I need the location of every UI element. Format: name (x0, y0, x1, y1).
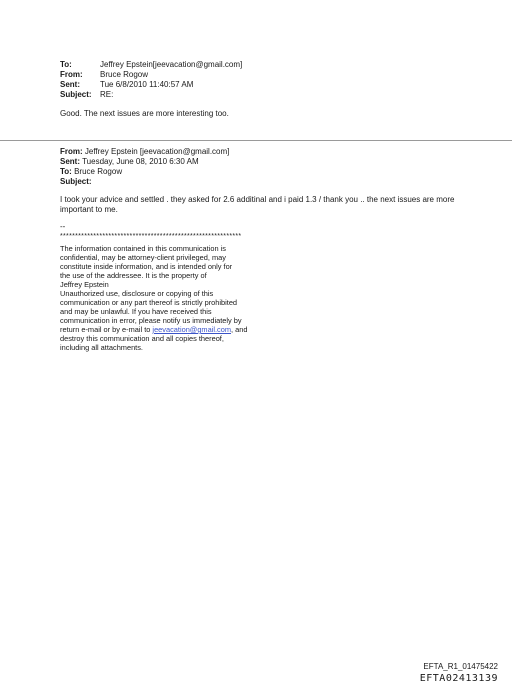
disclaimer-line: Jeffrey Epstein (60, 280, 109, 289)
sent-label: Sent: (60, 80, 80, 89)
signature-stars: ************************************************************ (60, 233, 242, 240)
quoted-from-row (60, 147, 229, 157)
disclaimer-line: communication or any part thereof is strictly prohibited (60, 298, 238, 307)
quoted-subject-row (60, 177, 229, 187)
sent-value: Tue 6/8/2010 11:40:57 AM (100, 80, 194, 89)
from-row (60, 70, 242, 80)
quoted-header (60, 147, 229, 187)
disclaimer-line: destroy this communication and all copies thereof, (60, 334, 224, 343)
subject-label: Subject: (60, 90, 92, 99)
from-label: From: (60, 70, 83, 79)
reply-body: Good. The next issues are more interesting too. (60, 109, 229, 118)
email-link[interactable]: jeevacation@gmail.com (152, 325, 231, 334)
quoted-to-label: To: (60, 167, 72, 176)
email-header (60, 60, 242, 100)
sent-row (60, 80, 242, 90)
quoted-to-row (60, 167, 229, 177)
disclaimer (60, 244, 247, 352)
from-value: Bruce Rogow (100, 70, 149, 79)
quoted-subject-label: Subject: (60, 177, 92, 186)
to-row (60, 60, 242, 70)
subject-value: RE: (100, 90, 114, 99)
link-prefix: return e-mail or by e-mail to (60, 325, 153, 334)
to-label: To: (60, 60, 72, 69)
disclaimer-line: The information contained in this communication is (60, 244, 226, 253)
bates-number-1: EFTA_R1_01475422 (423, 662, 498, 671)
subject-row (60, 90, 242, 100)
quoted-sent-value: Tuesday, June 08, 2010 6:30 AM (80, 157, 199, 166)
quoted-to-value: Bruce Rogow (71, 167, 123, 176)
disclaimer-line: confidential, may be attorney-client privileged, may (60, 253, 226, 262)
signature-block (60, 222, 247, 352)
disclaimer-line: and may be unlawful. If you have received this (60, 307, 212, 316)
bates-number-2: EFTA02413139 (419, 673, 498, 684)
quoted-from-value: Jeffrey Epstein [jeevacation@gmail.com] (82, 147, 230, 156)
to-value: Jeffrey Epstein[jeevacation@gmail.com] (100, 60, 243, 69)
disclaimer-line: including all attachments. (60, 343, 143, 352)
quoted-sent-label: Sent: (60, 157, 80, 166)
quoted-from-label: From: (60, 147, 83, 156)
quoted-sent-row (60, 157, 229, 167)
disclaimer-line: Unauthorized use, disclosure or copying of this (60, 289, 214, 298)
disclaimer-line: the use of the addressee. It is the property of (60, 271, 207, 280)
signature-dashes: -- (60, 222, 66, 231)
separator-rule (0, 140, 512, 141)
disclaimer-line-with-link (60, 325, 247, 334)
link-suffix: , and (231, 325, 248, 334)
disclaimer-line: constitute inside information, and is intended only for (60, 262, 233, 271)
disclaimer-line: communication in error, please notify us immediately by (60, 316, 242, 325)
quoted-body: I took your advice and settled . they asked for 2.6 additinal and i paid 1.3 / thank you .. the next issues are more important to me. (60, 195, 455, 214)
